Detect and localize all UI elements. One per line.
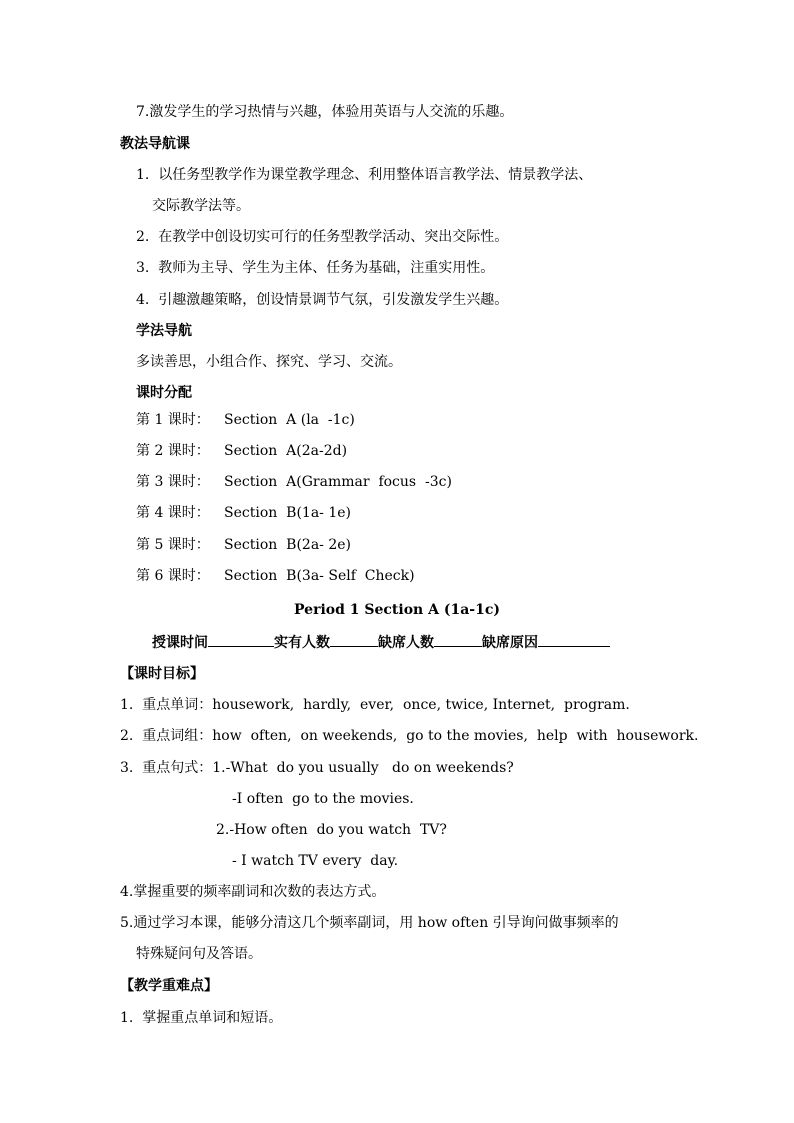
- lesson-section: Section B(3a- Self Check): [224, 568, 415, 584]
- absent-count-blank: [434, 632, 482, 647]
- teaching-method-item-4: 4. 引趣激趣策略，创设情景调节气氛，引发激发学生兴趣。: [136, 292, 509, 308]
- sentence-1-answer: -I often go to the movies.: [232, 791, 414, 807]
- teaching-method-item-3: 3. 教师为主导、学生为主体、任务为基础，注重实用性。: [136, 260, 495, 276]
- objective-item-5: 5.通过学习本课，能够分清这几个频率副词，用 how often 引导询问做事频率的: [120, 915, 619, 931]
- lesson-section: Section A (la -1c): [224, 412, 355, 428]
- absent-count-label: 缺席人数: [378, 635, 434, 651]
- objective-sentences: [120, 758, 514, 778]
- schedule-lesson-6: [136, 566, 415, 586]
- schedule-lesson-1: [136, 410, 355, 430]
- sentence-2-answer: - I watch TV every day.: [232, 853, 399, 869]
- key-points-heading: 【教学重难点】: [120, 978, 218, 994]
- period-title: Period 1 Section A (1a-1c): [294, 602, 500, 618]
- lesson-label: 第 4 课时：: [136, 505, 210, 521]
- lesson-section: Section B(1a- 1e): [224, 505, 352, 521]
- sentence-1-question: 1.-What do you usually do on weekends?: [212, 760, 514, 776]
- objective-item-7: 7.激发学生的学习热情与兴趣，体验用英语与人交流的乐趣。: [136, 104, 514, 120]
- lesson-section: Section A(Grammar focus -3c): [224, 474, 452, 490]
- key-point-item-1: 1. 掌握重点单词和短语。: [120, 1010, 283, 1026]
- learning-method-heading: 学法导航: [136, 323, 192, 339]
- sentences-label: 3. 重点句式：: [120, 760, 213, 776]
- learning-method-text: 多读善思，小组合作、探究、学习、交流。: [136, 354, 402, 370]
- teaching-time-blank: [208, 632, 274, 647]
- actual-count-blank: [330, 632, 378, 647]
- sentence-2-question: 2.-How often do you watch TV?: [216, 822, 447, 838]
- objectives-heading: 【课时目标】: [120, 666, 204, 682]
- lesson-label: 第 6 课时：: [136, 568, 210, 584]
- objective-item-5-cont: 特殊疑问句及答语。: [136, 946, 262, 962]
- schedule-lesson-5: [136, 535, 351, 555]
- teaching-method-item-2: 2. 在教学中创设切实可行的任务型教学活动、突出交际性。: [136, 229, 509, 245]
- absent-reason-blank: [538, 632, 610, 647]
- lesson-label: 第 5 课时：: [136, 537, 210, 553]
- lesson-label: 第 3 课时：: [136, 474, 210, 490]
- attendance-record: [152, 632, 610, 653]
- actual-count-label: 实有人数: [274, 635, 330, 651]
- lesson-label: 第 1 课时：: [136, 412, 210, 428]
- objective-item-4: 4.掌握重要的频率副词和次数的表达方式。: [120, 884, 386, 900]
- absent-reason-label: 缺席原因: [482, 635, 538, 651]
- lesson-label: 第 2 课时：: [136, 443, 210, 459]
- objective-phrases: 2. 重点词组：how often, on weekends, go to the movies, help with housework.: [120, 728, 699, 744]
- teaching-method-item-1-cont: 交际教学法等。: [152, 198, 250, 214]
- schedule-lesson-3: [136, 472, 452, 492]
- schedule-lesson-2: [136, 441, 347, 461]
- lesson-section: Section B(2a- 2e): [224, 537, 352, 553]
- teaching-time-label: 授课时间: [152, 635, 208, 651]
- schedule-heading: 课时分配: [136, 385, 192, 401]
- teaching-method-heading: 教法导航课: [120, 136, 190, 152]
- teaching-method-item-1: 1. 以任务型教学作为课堂教学理念、利用整体语言教学法、情景教学法、: [136, 167, 593, 183]
- lesson-section: Section A(2a-2d): [224, 443, 348, 459]
- objective-words: 1. 重点单词：housework, hardly, ever, once, twice, Internet, program.: [120, 697, 630, 713]
- schedule-lesson-4: [136, 503, 351, 523]
